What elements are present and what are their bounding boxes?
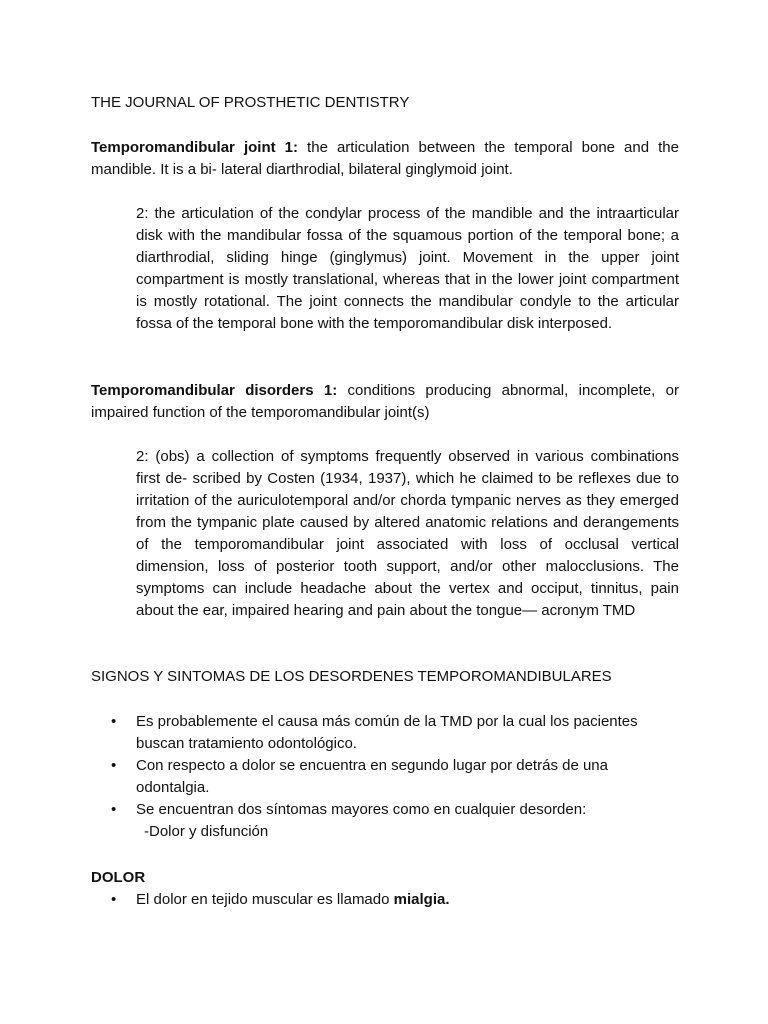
tmd-def1-text: conditions producing abnormal, incomplete, or impaired function of the temporomandibular joint(s) — [91, 382, 679, 421]
bullet-icon: • — [111, 713, 117, 730]
tmd-term: Temporomandibular disorders 1: — [91, 382, 338, 399]
bullet-text: Con respecto a dolor se encuentra en segundo lugar por detrás de una odontalgia. — [136, 757, 608, 796]
list-item — [91, 755, 679, 799]
tmj-term: Temporomandibular joint 1: — [91, 139, 298, 156]
bullet-icon: • — [111, 757, 117, 774]
dolor-heading: DOLOR — [91, 869, 146, 886]
list-item — [91, 889, 679, 911]
tmd-definition-2: 2: (obs) a collection of symptoms frequently observed in various combinations first de- scribed by Costen (1934, 1937), which he claimed to be reflexes due to irritation of the auriculotemporal and/or chorda tympanic nerves as they emerged from the tympanic plate caused by altered anatomic relations and derangements of the temporomandibular joint associated with loss of occlusal vertical dimension, loss of posterior tooth support, and/or other malocclusions. The symptoms can include headache about the vertex and occiput, tinnitus, pain about the ear, impaired hearing and pain about the tongue— acronym TMD — [136, 448, 679, 619]
list-item — [91, 799, 679, 843]
list-item — [91, 711, 679, 755]
dolor-bullet-list — [91, 889, 679, 911]
mialgia-term: mialgia. — [393, 891, 450, 908]
bullet-subline: -Dolor y disfunción — [144, 823, 269, 840]
tmj-definition-2: 2: the articulation of the condylar process of the mandible and the intraarticular disk with the mandibular fossa of the squamous portion of the temporal bone; a diarthrodial, sliding hinge (ginglymus) joint. Movement in the upper joint compartment is mostly translational, whereas that in the lower joint compartment is mostly rotational. The joint connects the mandibular condyle to the articular fossa of the temporal bone with the temporomandibular disk interposed. — [136, 205, 679, 332]
tmj-def1-text: the articulation between the temporal bone and the mandible. It is a bi- lateral diarthrodial, bilateral ginglymoid joint. — [91, 139, 679, 178]
bullet-icon: • — [111, 801, 117, 818]
tmj-definition-1 — [91, 137, 679, 181]
journal-title: THE JOURNAL OF PROSTHETIC DENTISTRY — [91, 94, 410, 111]
tmd-definition-1 — [91, 380, 679, 424]
signs-heading: SIGNOS Y SINTOMAS DE LOS DESORDENES TEMPOROMANDIBULARES — [91, 668, 612, 685]
signs-bullet-list — [91, 711, 679, 843]
bullet-text: El dolor en tejido muscular es llamado — [136, 891, 394, 908]
bullet-text: Se encuentran dos síntomas mayores como en cualquier desorden: — [136, 801, 587, 818]
bullet-icon: • — [111, 891, 117, 908]
bullet-text: Es probablemente el causa más común de la TMD por la cual los pacientes buscan tratamiento odontológico. — [136, 713, 638, 752]
